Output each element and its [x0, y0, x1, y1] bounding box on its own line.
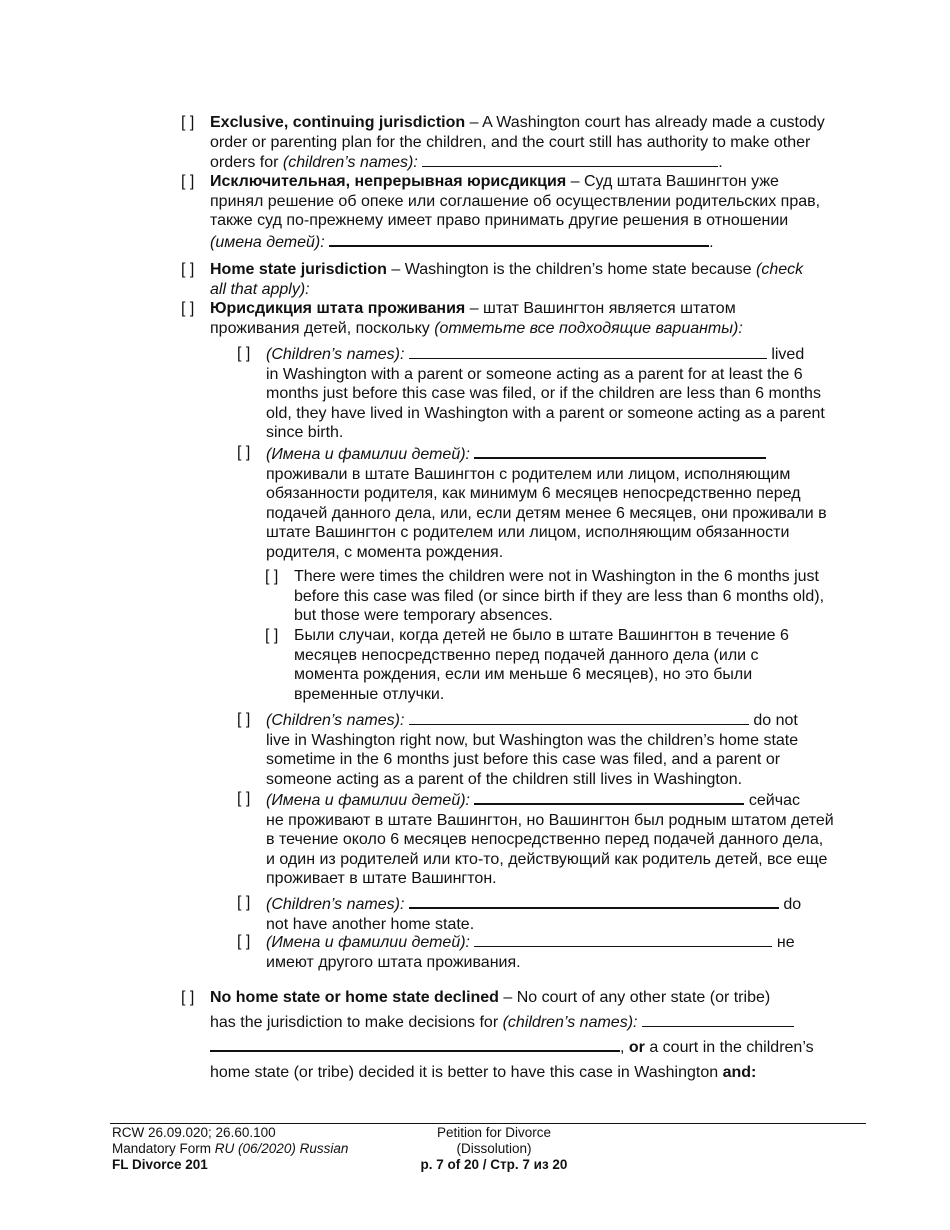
section-title: Юрисдикция штата проживания: [210, 300, 466, 317]
checkbox[interactable]: [ ]: [181, 261, 195, 278]
footer-rcw: RCW 26.09.020; 26.60.100: [112, 1125, 276, 1140]
children-names-field[interactable]: [409, 893, 779, 909]
checkbox[interactable]: [ ]: [181, 173, 195, 190]
children-names-field[interactable]: [409, 344, 767, 359]
checkbox[interactable]: [ ]: [237, 711, 251, 728]
children-names-field[interactable]: [329, 231, 709, 247]
children-names-field[interactable]: [474, 932, 772, 947]
children-names-field[interactable]: [474, 789, 744, 805]
footer-divider: [110, 1123, 866, 1124]
checkbox[interactable]: [ ]: [237, 345, 251, 362]
children-names-field[interactable]: [422, 152, 718, 167]
footer-subtitle: (Dissolution): [456, 1141, 532, 1156]
footer-form: Mandatory Form RU (06/2020) Russian: [112, 1141, 349, 1156]
section-title: Exclusive, continuing jurisdiction: [210, 114, 466, 131]
footer-left: [112, 1125, 392, 1173]
checkbox[interactable]: [ ]: [181, 989, 195, 1006]
children-names-field[interactable]: [409, 710, 749, 725]
checkbox[interactable]: [ ]: [237, 444, 251, 461]
page-number: p. 7 of 20 / Стр. 7 из 20: [420, 1157, 568, 1172]
children-names-field-continued[interactable]: [210, 1036, 620, 1052]
footer-title: Petition for Divorce: [436, 1125, 552, 1140]
checkbox[interactable]: [ ]: [237, 933, 251, 950]
checkbox[interactable]: [ ]: [181, 114, 195, 131]
checkbox[interactable]: [ ]: [265, 627, 279, 644]
footer-center: [394, 1125, 594, 1173]
footer-form-id: FL Divorce 201: [112, 1157, 208, 1172]
checkbox[interactable]: [ ]: [181, 300, 195, 317]
section-title: Home state jurisdiction: [210, 261, 387, 278]
checkbox[interactable]: [ ]: [237, 790, 251, 807]
children-names-field[interactable]: [642, 1012, 794, 1027]
checkbox[interactable]: [ ]: [265, 568, 279, 585]
checkbox[interactable]: [ ]: [237, 894, 251, 911]
section-title: No home state or home state declined: [210, 989, 499, 1006]
children-names-field[interactable]: [474, 443, 766, 459]
section-title: Исключительная, непрерывная юрисдикция: [210, 173, 567, 190]
